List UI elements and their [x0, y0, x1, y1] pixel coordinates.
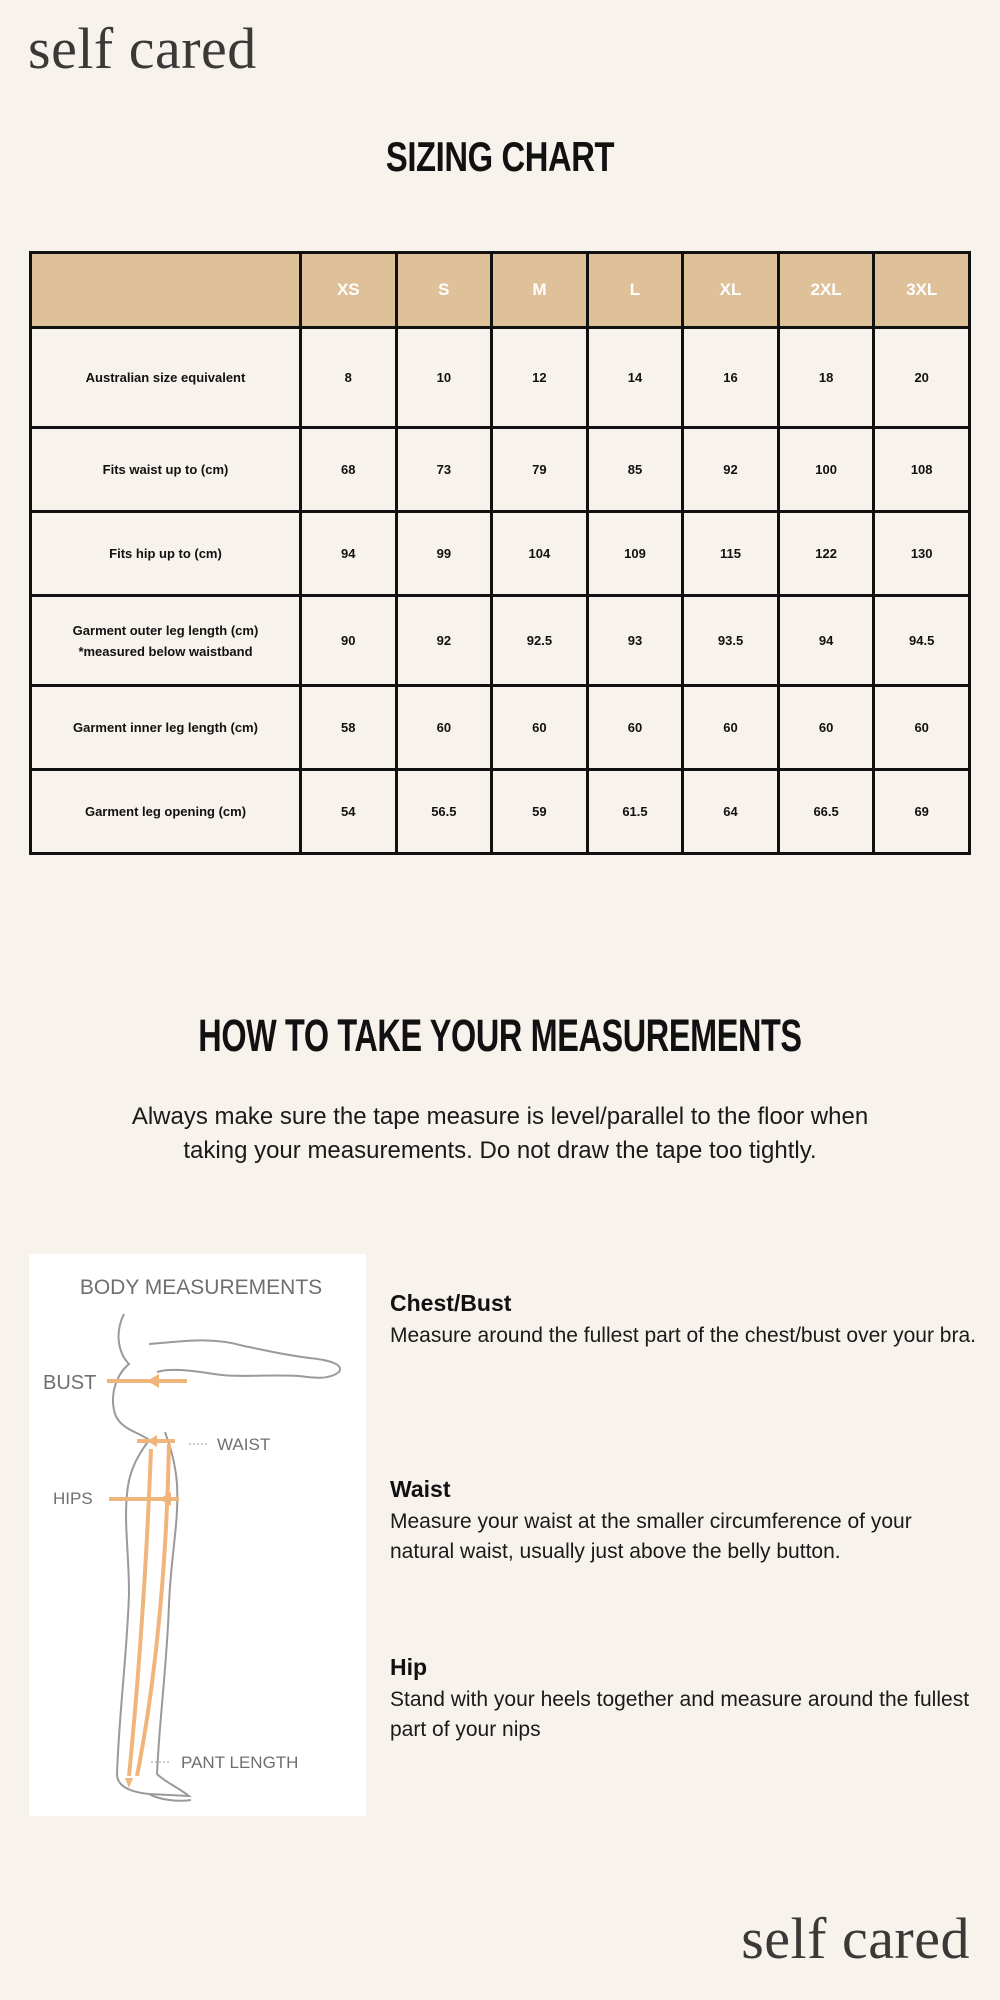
size-header: L: [587, 253, 683, 328]
size-cell: 130: [874, 512, 970, 596]
brand-logo-bottom: self cared: [741, 1906, 970, 1971]
size-cell: 122: [778, 512, 874, 596]
size-cell: 59: [492, 770, 588, 854]
row-label: Garment inner leg length (cm): [31, 686, 301, 770]
size-cell: 108: [874, 428, 970, 512]
size-row: [31, 328, 970, 428]
size-row: [31, 428, 970, 512]
size-cell: 60: [778, 686, 874, 770]
size-header: M: [492, 253, 588, 328]
size-header: 2XL: [778, 253, 874, 328]
size-cell: 68: [301, 428, 397, 512]
size-cell: 115: [683, 512, 779, 596]
figure-label-waist: WAIST: [217, 1435, 271, 1454]
measurement-heading: Hip: [390, 1654, 428, 1680]
size-cell: 109: [587, 512, 683, 596]
size-cell: 94: [778, 596, 874, 686]
header-corner: [31, 253, 301, 328]
size-header: 3XL: [874, 253, 970, 328]
sizing-chart-title: SIZING CHART: [385, 133, 615, 180]
measurements-description: Always make sure the tape measure is level/parallel to the floor when taking your measurements. Do not draw the tape too tightly.: [131, 1103, 869, 1164]
size-cell: 93.5: [683, 596, 779, 686]
size-cell: 18: [778, 328, 874, 428]
body-measurements-illustration: [29, 1254, 366, 1816]
size-cell: 60: [396, 686, 492, 770]
size-cell: 64: [683, 770, 779, 854]
size-cell: 100: [778, 428, 874, 512]
measurement-chest: [390, 1290, 980, 1351]
size-cell: 90: [301, 596, 397, 686]
measurement-text: Stand with your heels together and measure around the fullest part of your nips: [390, 1688, 970, 1741]
measurement-waist: [390, 1476, 980, 1567]
size-cell: 12: [492, 328, 588, 428]
size-cell: 60: [874, 686, 970, 770]
row-label: Fits waist up to (cm): [31, 428, 301, 512]
figure-label-bust: BUST: [43, 1372, 97, 1394]
size-row: [31, 596, 970, 686]
row-label: Fits hip up to (cm): [31, 512, 301, 596]
size-cell: 66.5: [778, 770, 874, 854]
size-cell: 99: [396, 512, 492, 596]
row-label: Garment outer leg length (cm) *measured below waistband: [31, 596, 301, 686]
size-cell: 92.5: [492, 596, 588, 686]
size-header: S: [396, 253, 492, 328]
size-cell: 60: [683, 686, 779, 770]
sizing-table: [29, 251, 971, 855]
measurement-heading: Waist: [390, 1476, 451, 1502]
tape-lines: [107, 1381, 187, 1776]
size-row: [31, 512, 970, 596]
size-cell: 60: [587, 686, 683, 770]
measurement-text: Measure around the fullest part of the chest/bust over your bra.: [390, 1324, 976, 1347]
size-cell: 69: [874, 770, 970, 854]
figure-label-hips: HIPS: [53, 1489, 93, 1508]
size-header: XL: [683, 253, 779, 328]
measurement-hip: [390, 1654, 980, 1745]
size-row: [31, 770, 970, 854]
size-cell: 104: [492, 512, 588, 596]
row-label: Garment leg opening (cm): [31, 770, 301, 854]
size-cell: 92: [396, 596, 492, 686]
size-cell: 60: [492, 686, 588, 770]
size-cell: 85: [587, 428, 683, 512]
size-cell: 93: [587, 596, 683, 686]
figure-label-pant-length: PANT LENGTH: [181, 1753, 299, 1772]
brand-logo-top: self cared: [28, 16, 257, 81]
figure-heading: BODY MEASUREMENTS: [79, 1276, 323, 1299]
size-cell: 73: [396, 428, 492, 512]
size-cell: 14: [587, 328, 683, 428]
size-cell: 54: [301, 770, 397, 854]
measurement-text: Measure your waist at the smaller circumference of your natural waist, usually just above the belly button.: [390, 1510, 912, 1563]
size-cell: 79: [492, 428, 588, 512]
size-cell: 58: [301, 686, 397, 770]
size-cell: 10: [396, 328, 492, 428]
row-label: Australian size equivalent: [31, 328, 301, 428]
size-header: XS: [301, 253, 397, 328]
size-cell: 94.5: [874, 596, 970, 686]
size-cell: 94: [301, 512, 397, 596]
size-cell: 61.5: [587, 770, 683, 854]
size-cell: 8: [301, 328, 397, 428]
size-cell: 16: [683, 328, 779, 428]
size-header-row: [31, 253, 970, 328]
size-cell: 20: [874, 328, 970, 428]
size-cell: 92: [683, 428, 779, 512]
body-measurements-figure: [29, 1254, 366, 1816]
size-row: [31, 686, 970, 770]
measurements-title: HOW TO TAKE YOUR MEASUREMENTS: [198, 1010, 802, 1061]
size-cell: 56.5: [396, 770, 492, 854]
measurement-heading: Chest/Bust: [390, 1290, 512, 1316]
